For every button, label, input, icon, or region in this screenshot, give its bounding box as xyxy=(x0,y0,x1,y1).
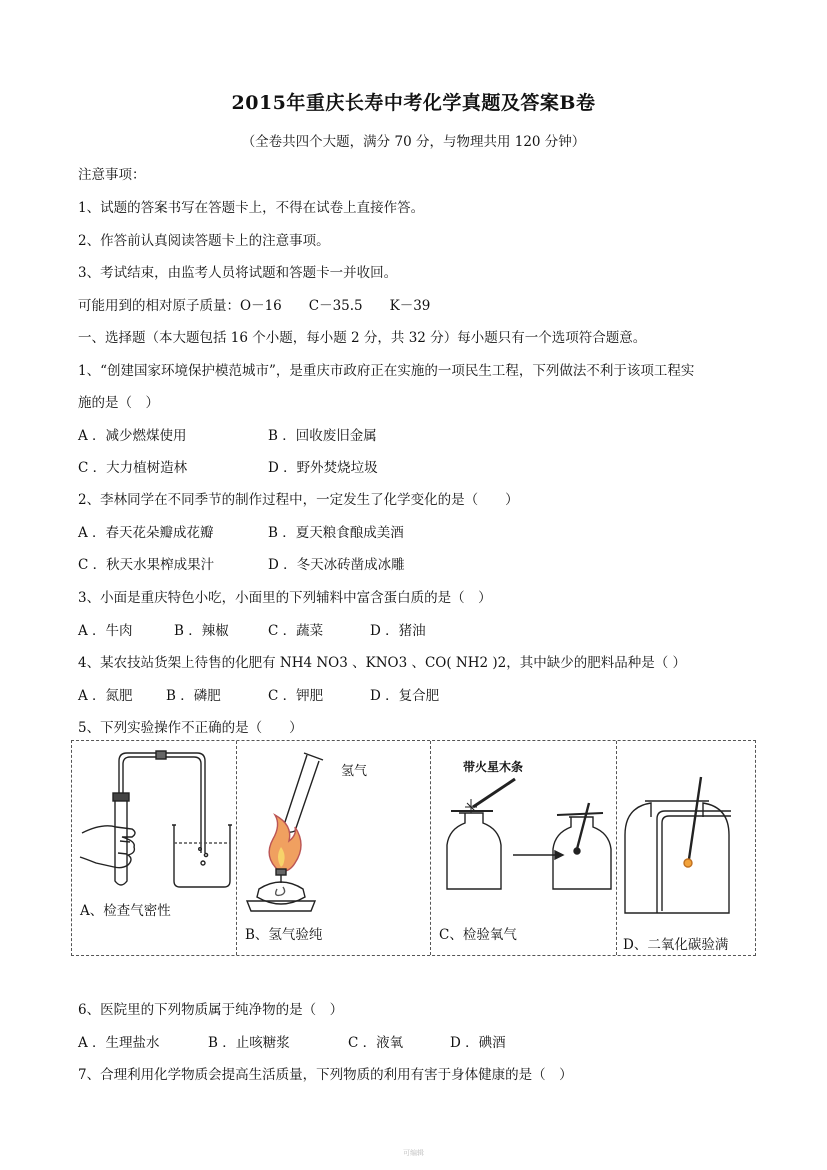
question-4-text: 4、某农技站货架上待售的化肥有 NH4 NO3 、KNO3 、CO( NH2 )2，其中缺少的肥料品种是（ ） xyxy=(78,655,687,671)
question-7-text: 7、合理利用化学物质会提高生活质量，下列物质的利用有害于身体健康的是（ ） xyxy=(78,1067,573,1083)
q5-figure-table xyxy=(71,740,756,956)
q4-option-c: C ．钾肥 xyxy=(268,688,324,704)
question-6-text: 6、医院里的下列物质属于纯净物的是（ ） xyxy=(78,1002,344,1018)
question-1-text-cont: 施的是（ ） xyxy=(78,395,159,411)
q5-figure-b-caption: B、氢气验纯 xyxy=(245,927,323,943)
notes-heading: 注意事项： xyxy=(78,167,146,183)
q5-figure-a-caption: A、检查气密性 xyxy=(80,903,171,919)
q2-option-a: A ．春天花朵瓣成花瓣 xyxy=(78,525,214,541)
q1-option-c: C ．大力植树造林 xyxy=(78,460,188,476)
page-title: 2015年重庆长寿中考化学真题及答案B卷 xyxy=(231,92,596,114)
q6-option-d: D ．碘酒 xyxy=(450,1035,506,1051)
note-item-1: 1、试题的答案书写在答题卡上，不得在试卷上直接作答。 xyxy=(78,200,425,216)
section1-heading: 一、选择题（本大题包括 16 个小题，每小题 2 分，共 32 分）每小题只有一个选项符合题意。 xyxy=(78,330,647,346)
q2-option-b: B ．夏天粮食酿成美酒 xyxy=(268,525,404,541)
q4-option-d: D ．复合肥 xyxy=(370,688,440,704)
q2-option-c: C ．秋天水果榨成果汁 xyxy=(78,557,215,573)
q5-figure-d xyxy=(617,741,755,955)
question-3-text: 3、小面是重庆特色小吃，小面里的下列辅料中富含蛋白质的是（ ） xyxy=(78,590,492,606)
q5-figure-c-caption: C、检验氧气 xyxy=(439,927,517,943)
q5-figure-b xyxy=(237,741,431,955)
q1-option-b: B ．回收废旧金属 xyxy=(268,428,377,444)
q1-option-a: A ．减少燃煤使用 xyxy=(78,428,187,444)
hydrogen-label: 氢气 xyxy=(341,764,368,779)
q5-figure-c xyxy=(431,741,617,955)
q1-option-d: D ．野外焚烧垃圾 xyxy=(268,460,378,476)
q3-option-a: A ．牛肉 xyxy=(78,623,133,639)
footer-mark: 可编辑 xyxy=(403,1149,424,1157)
question-5-text: 5、下列实验操作不正确的是（ ） xyxy=(78,720,303,736)
note-item-2: 2、作答前认真阅读答题卡上的注意事项。 xyxy=(78,233,330,249)
q2-option-d: D ．冬天冰砖凿成冰雕 xyxy=(268,557,405,573)
glowing-splint-label: 带火星木条 xyxy=(463,760,524,774)
q6-option-a: A ．生理盐水 xyxy=(78,1035,160,1051)
atomic-mass-line: 可能用到的相对原子质量：O－16 C－35.5 K－39 xyxy=(78,298,431,314)
page-subtitle: （全卷共四个大题，满分 70 分，与物理共用 120 分钟） xyxy=(241,134,586,150)
q5-figure-d-caption: D、二氧化碳验满 xyxy=(623,937,729,953)
question-2-text: 2、李林同学在不同季节的制作过程中，一定发生了化学变化的是（ ） xyxy=(78,492,519,508)
q4-option-a: A ．氮肥 xyxy=(78,688,133,704)
question-1-text: 1、“创建国家环境保护模范城市”，是重庆市政府正在实施的一项民生工程，下列做法不利于该项工程实 xyxy=(78,363,695,379)
q3-option-d: D ．猪油 xyxy=(370,623,426,639)
q6-option-c: C ．液氧 xyxy=(348,1035,404,1051)
q3-option-c: C ．蔬菜 xyxy=(268,623,324,639)
note-item-3: 3、考试结束，由监考人员将试题和答题卡一并收回。 xyxy=(78,265,398,281)
q6-option-b: B ．止咳糖浆 xyxy=(208,1035,290,1051)
q5-figure-a xyxy=(72,741,237,955)
q4-option-b: B ．磷肥 xyxy=(166,688,221,704)
airtightness-check-apparatus-icon xyxy=(72,741,237,955)
co2-full-test-apparatus-icon xyxy=(617,741,755,955)
q3-option-b: B ．辣椒 xyxy=(174,623,229,639)
